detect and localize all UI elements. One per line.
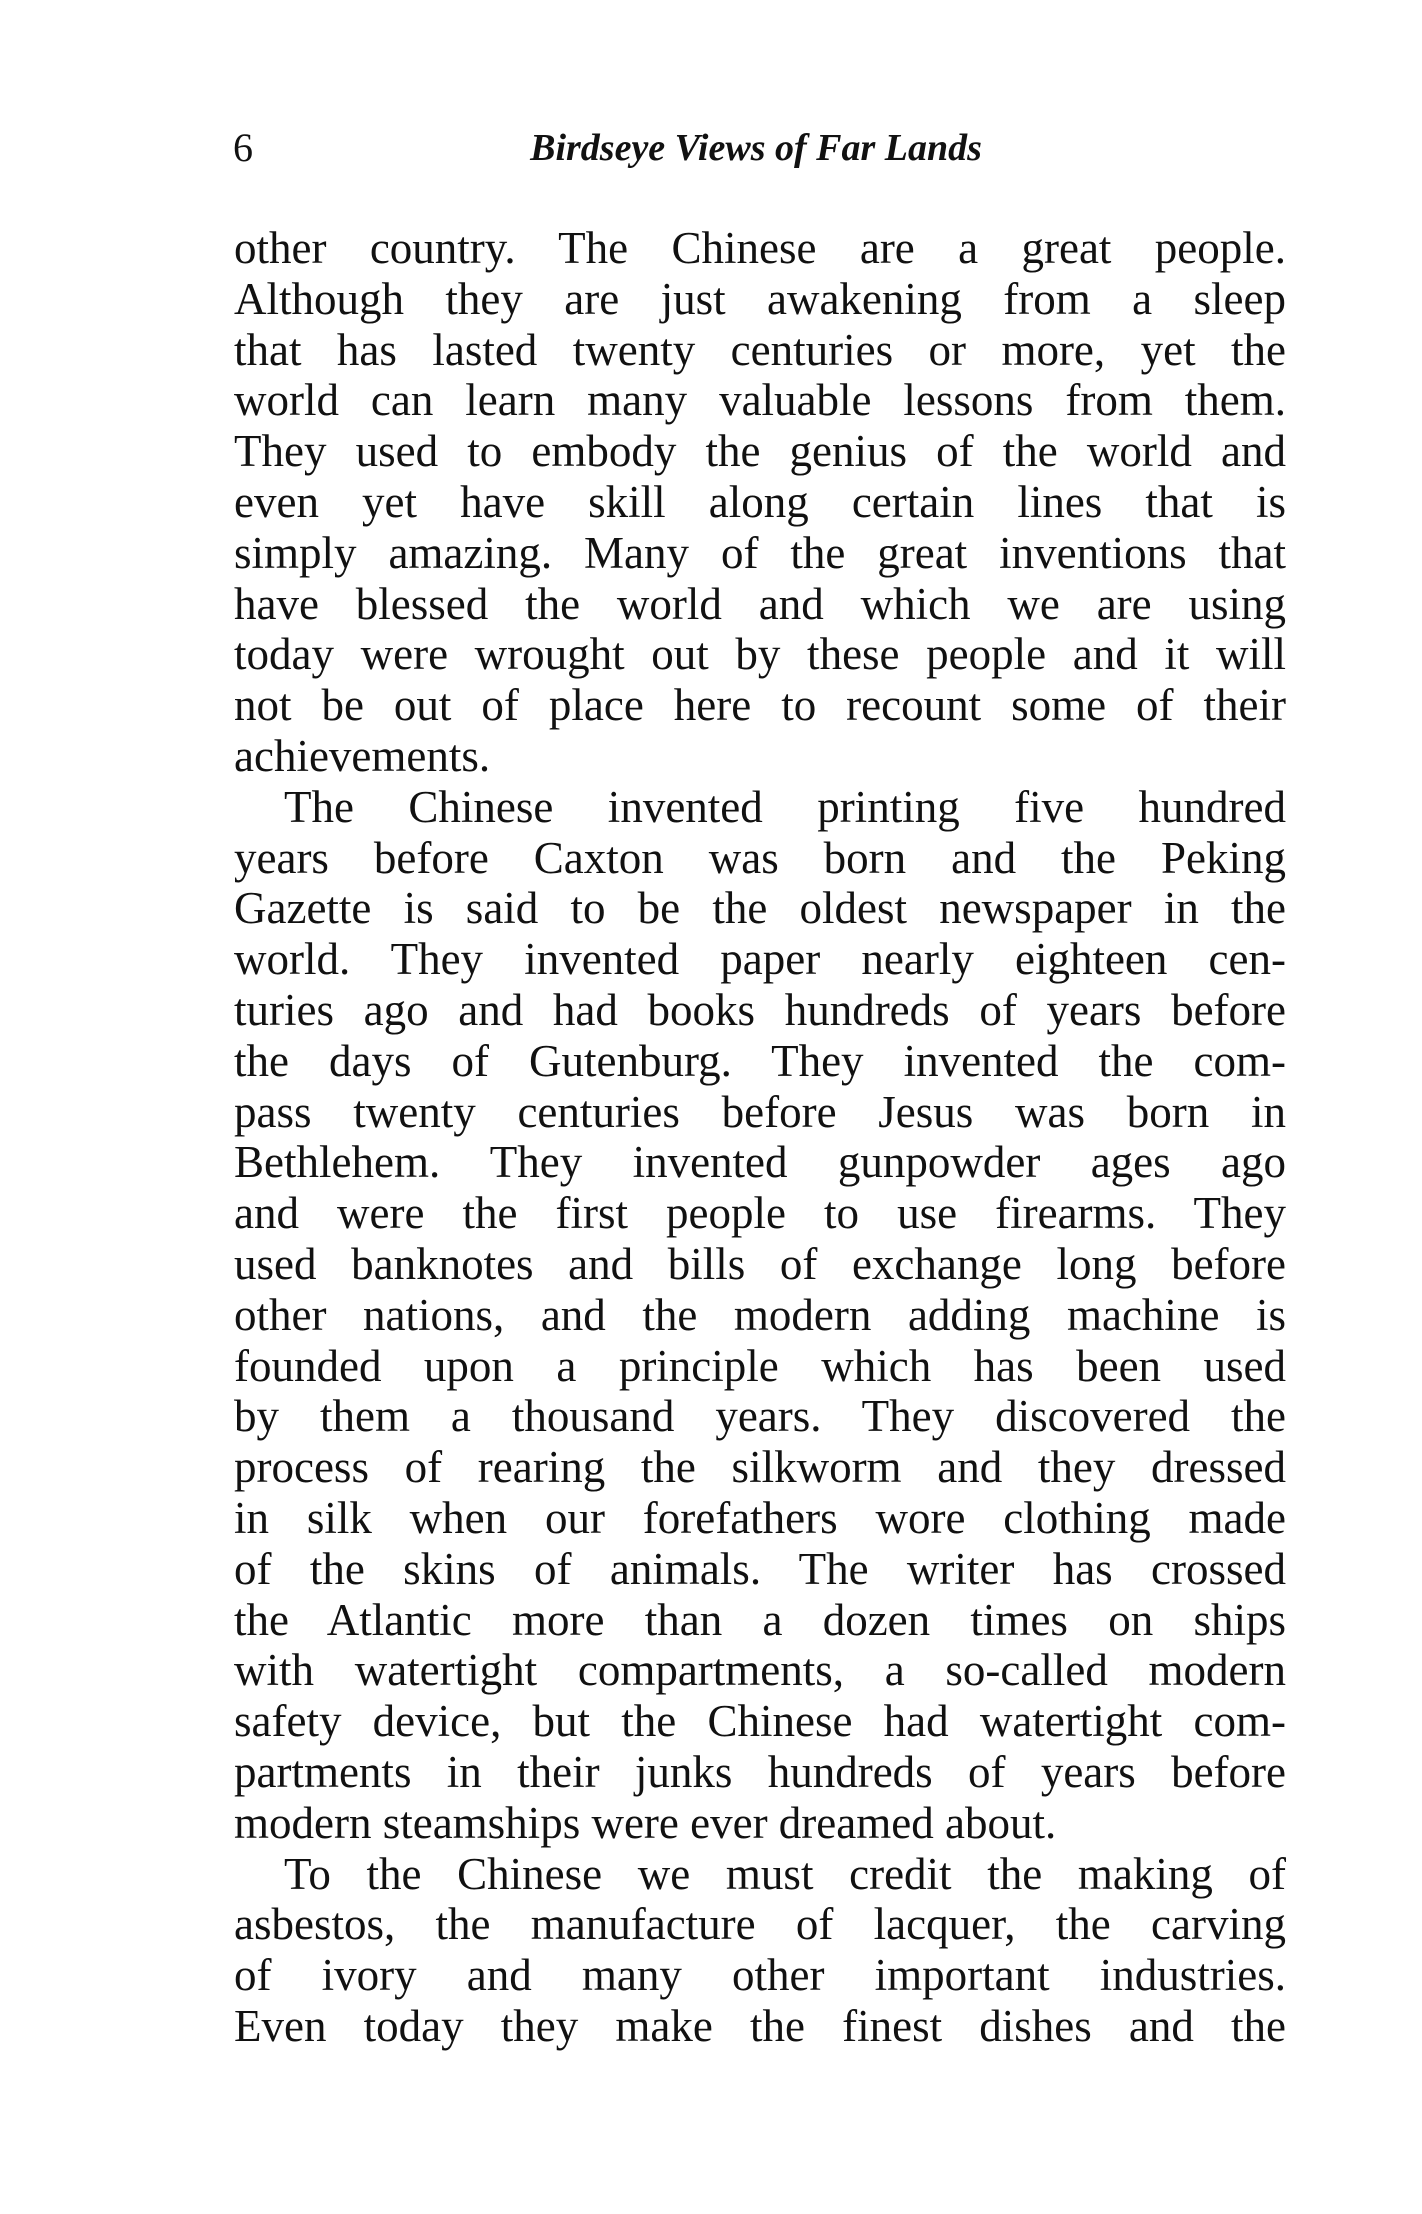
text-line: today were wrought out by these people and it will [234, 629, 1286, 680]
text-line: other country. The Chinese are a great people. [234, 223, 1286, 273]
text-line: The Chinese invented printing five hundred [284, 781, 1286, 832]
text-line: achievements. [234, 730, 491, 781]
text-line: even yet have skill along certain lines that is [234, 476, 1286, 527]
text-line: partments in their junks hundreds of years before [234, 1746, 1286, 1797]
text-line: Gazette is said to be the oldest newspaper in the [234, 883, 1286, 934]
text-line: that has lasted twenty centuries or more, yet the [234, 324, 1286, 375]
text-line: founded upon a principle which has been used [234, 1340, 1286, 1391]
text-line: world. They invented paper nearly eighteen cen- [234, 934, 1286, 985]
text-line: They used to embody the genius of the world and [234, 426, 1286, 477]
text-line: the Atlantic more than a dozen times on ships [234, 1594, 1286, 1645]
text-line: asbestos, the manufacture of lacquer, the carving [234, 1899, 1286, 1950]
text-line: pass twenty centuries before Jesus was born in [234, 1086, 1286, 1137]
text-line: world can learn many valuable lessons from them. [234, 375, 1286, 426]
text-line: of ivory and many other important industries. [234, 1950, 1286, 2001]
text-line: modern steamships were ever dreamed about. [234, 1797, 1057, 1848]
text-line: simply amazing. Many of the great inventions that [234, 527, 1286, 578]
text-line: of the skins of animals. The writer has crossed [234, 1543, 1286, 1594]
text-line: the days of Gutenburg. They invented the com- [234, 1035, 1286, 1086]
text-line: with watertight compartments, a so-called modern [234, 1645, 1286, 1696]
text-line: turies ago and had books hundreds of years before [234, 984, 1286, 1035]
running-title: Birdseye Views of Far Lands [530, 127, 982, 169]
text-line: by them a thousand years. They discovered the [234, 1391, 1286, 1442]
text-line: process of rearing the silkworm and they dressed [234, 1442, 1286, 1493]
page-number: 6 [233, 125, 253, 170]
text-line: other nations, and the modern adding machine is [234, 1289, 1286, 1340]
text-line: safety device, but the Chinese had watertight com- [234, 1696, 1286, 1747]
body-text [234, 223, 1286, 2052]
text-line: in silk when our forefathers wore clothing made [234, 1492, 1286, 1543]
text-line: have blessed the world and which we are using [234, 578, 1286, 629]
text-line: Although they are just awakening from a sleep [234, 273, 1286, 324]
text-line: To the Chinese we must credit the making of [284, 1848, 1286, 1899]
text-line: years before Caxton was born and the Peking [234, 832, 1286, 883]
text-line: and were the first people to use firearms. They [234, 1188, 1286, 1239]
text-line: used banknotes and bills of exchange long before [234, 1238, 1286, 1289]
text-line: Bethlehem. They invented gunpowder ages ago [234, 1137, 1286, 1188]
text-line: Even today they make the finest dishes and the [234, 2000, 1286, 2051]
text-line: not be out of place here to recount some of their [234, 680, 1286, 731]
